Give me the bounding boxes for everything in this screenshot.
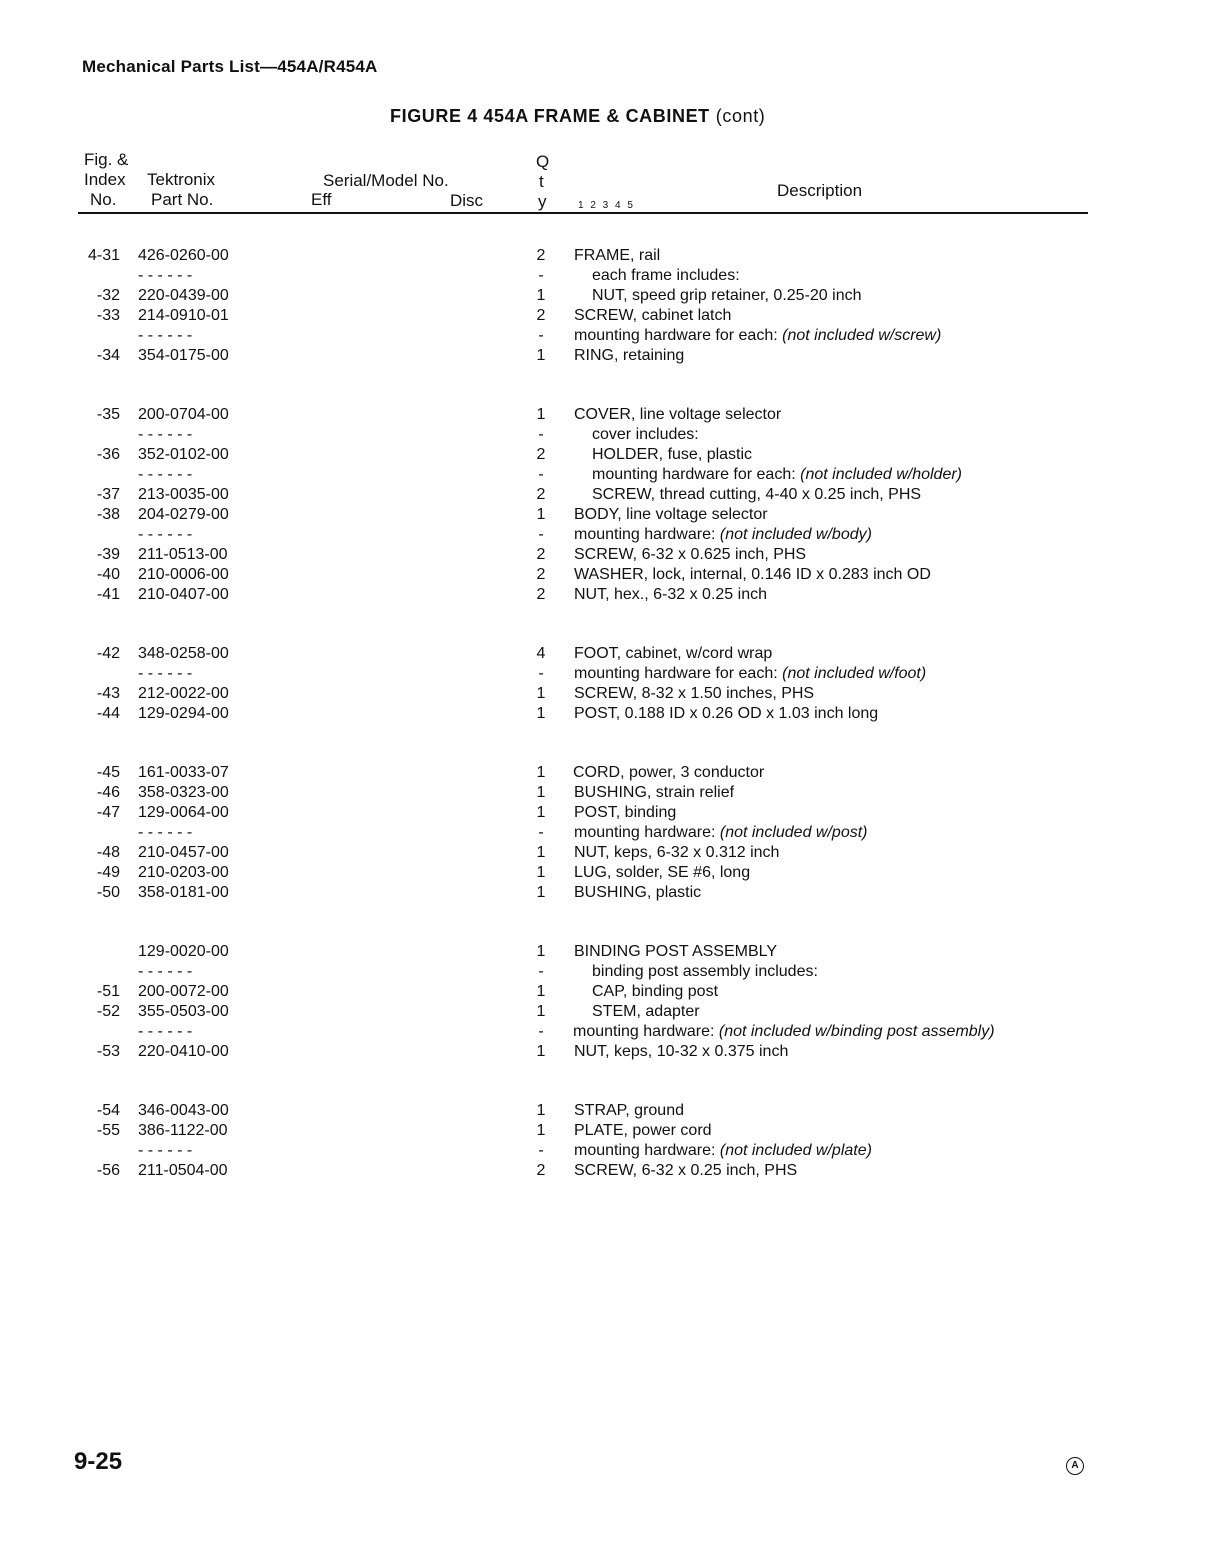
fig-index-cell: -44 <box>96 705 120 722</box>
fig-index-cell: -54 <box>96 1102 120 1119</box>
quantity-cell: 1 <box>536 884 546 901</box>
table-row <box>0 505 1220 525</box>
part-number-cell: - - - - - - <box>138 327 193 344</box>
quantity-cell: 1 <box>536 864 546 881</box>
header-fig: Fig. & <box>84 150 129 169</box>
figure-title <box>390 106 765 127</box>
quantity-cell: - <box>538 665 544 682</box>
fig-index-cell: -32 <box>96 287 120 304</box>
description-cell <box>574 585 767 605</box>
fig-index-cell: -38 <box>96 506 120 523</box>
quantity-cell: 2 <box>536 546 546 563</box>
description-text: BUSHING, plastic <box>574 884 702 901</box>
description-cell <box>574 246 660 266</box>
fig-index-cell: -48 <box>96 844 120 861</box>
part-number-cell: 211-0504-00 <box>138 1162 228 1179</box>
fig-index-cell: -33 <box>96 307 120 324</box>
table-row <box>0 644 1220 664</box>
description-text: mounting hardware for each: <box>574 665 783 682</box>
description-cell <box>574 505 768 525</box>
quantity-cell: - <box>538 466 544 483</box>
description-cell <box>592 465 962 485</box>
revision-mark: A <box>1066 1457 1084 1475</box>
description-text: binding post assembly includes: <box>592 963 818 980</box>
header-description: Description <box>777 181 863 200</box>
fig-index-cell: -35 <box>96 406 120 423</box>
figure-title-text: FIGURE 4 454A FRAME & CABINET <box>390 106 710 126</box>
quantity-cell: 1 <box>536 804 546 821</box>
description-cell <box>574 783 734 803</box>
table-row <box>0 1042 1220 1062</box>
table-row <box>0 823 1220 843</box>
part-number-cell: - - - - - - <box>138 665 193 682</box>
description-cell <box>574 346 684 366</box>
header-qty-q: Q <box>536 152 550 171</box>
quantity-cell: 2 <box>536 1162 546 1179</box>
part-number-cell: 220-0410-00 <box>138 1043 229 1060</box>
quantity-cell: 1 <box>536 406 546 423</box>
description-text: BUSHING, strain relief <box>574 784 735 801</box>
description-text: CAP, binding post <box>592 983 719 1000</box>
quantity-cell: 2 <box>536 307 546 324</box>
part-number-cell: 129-0064-00 <box>138 804 229 821</box>
fig-index-cell: -55 <box>96 1122 120 1139</box>
part-number-cell: 200-0072-00 <box>138 983 229 1000</box>
description-text: FOOT, cabinet, w/cord wrap <box>574 645 773 662</box>
part-number-cell: 358-0181-00 <box>138 884 229 901</box>
table-row <box>0 246 1220 266</box>
table-row <box>0 883 1220 903</box>
part-number-cell: 346-0043-00 <box>138 1102 229 1119</box>
part-number-cell: 213-0035-00 <box>138 486 229 503</box>
description-text: RING, retaining <box>574 347 685 364</box>
part-number-cell: 354-0175-00 <box>138 347 229 364</box>
part-number-cell: - - - - - - <box>138 426 193 443</box>
part-number-cell: - - - - - - <box>138 963 193 980</box>
description-note: (not included w/post) <box>719 824 868 841</box>
description-cell <box>592 266 740 286</box>
fig-index-cell: -43 <box>96 685 120 702</box>
part-number-cell: - - - - - - <box>138 824 193 841</box>
description-cell <box>574 823 868 843</box>
description-note: (not included w/foot) <box>782 665 927 682</box>
header-no: No. <box>90 190 117 209</box>
description-text: SCREW, 6-32 x 0.25 inch, PHS <box>574 1162 798 1179</box>
table-row <box>0 684 1220 704</box>
header-indent-digits: 1 2 3 4 5 <box>578 200 635 211</box>
table-row <box>0 664 1220 684</box>
description-text: LUG, solder, SE #6, long <box>574 864 751 881</box>
fig-index-cell: -42 <box>96 645 120 662</box>
description-cell <box>574 1161 797 1181</box>
part-number-cell: - - - - - - <box>138 466 193 483</box>
table-row <box>0 942 1220 962</box>
table-row <box>0 1002 1220 1022</box>
description-cell <box>592 485 921 505</box>
header-serial-model: Serial/Model No. <box>323 171 449 190</box>
description-cell <box>574 565 931 585</box>
description-text: SCREW, 6-32 x 0.625 inch, PHS <box>574 546 807 563</box>
quantity-cell: 1 <box>536 705 546 722</box>
description-text: HOLDER, fuse, plastic <box>592 446 753 463</box>
description-text: SCREW, cabinet latch <box>574 307 732 324</box>
description-cell <box>574 664 926 684</box>
fig-index-cell: -39 <box>96 546 120 563</box>
table-row <box>0 962 1220 982</box>
description-text: STRAP, ground <box>574 1102 684 1119</box>
quantity-cell: 2 <box>536 566 546 583</box>
table-row <box>0 286 1220 306</box>
quantity-cell: 1 <box>536 1122 546 1139</box>
description-text: STEM, adapter <box>592 1003 700 1020</box>
table-row <box>0 346 1220 366</box>
description-text: mounting hardware: <box>573 1023 719 1040</box>
quantity-cell: - <box>538 1142 544 1159</box>
description-cell <box>592 425 699 445</box>
figure-title-cont: (cont) <box>715 106 766 126</box>
part-number-cell: - - - - - - <box>138 1142 193 1159</box>
description-cell <box>574 684 814 704</box>
part-number-cell: 129-0020-00 <box>138 943 229 960</box>
description-cell <box>574 1101 684 1121</box>
description-text: mounting hardware: <box>574 824 720 841</box>
header-tektronix: Tektronix <box>147 170 216 189</box>
part-number-cell: 220-0439-00 <box>138 287 229 304</box>
description-cell <box>574 525 872 545</box>
table-row <box>0 1022 1220 1042</box>
header-index: Index <box>84 170 126 189</box>
quantity-cell: 1 <box>536 983 546 1000</box>
header-part-no: Part No. <box>151 190 214 209</box>
description-cell <box>574 326 941 346</box>
description-text: mounting hardware for each: <box>592 466 801 483</box>
description-text: NUT, keps, 6-32 x 0.312 inch <box>574 844 780 861</box>
quantity-cell: - <box>538 824 544 841</box>
part-number-cell: - - - - - - <box>138 267 193 284</box>
description-text: SCREW, thread cutting, 4-40 x 0.25 inch, PHS <box>592 486 922 503</box>
part-number-cell: 386-1122-00 <box>138 1122 228 1139</box>
table-row <box>0 445 1220 465</box>
fig-index-cell: 4-31 <box>87 247 120 264</box>
part-number-cell: 348-0258-00 <box>138 645 229 662</box>
quantity-cell: 1 <box>536 1003 546 1020</box>
part-number-cell: 200-0704-00 <box>138 406 229 423</box>
description-cell <box>574 883 701 903</box>
description-note: (not included w/plate) <box>719 1142 872 1159</box>
table-row <box>0 863 1220 883</box>
part-number-cell: 210-0006-00 <box>138 566 229 583</box>
part-number-cell: 211-0513-00 <box>138 546 228 563</box>
description-text: NUT, hex., 6-32 x 0.25 inch <box>574 586 767 603</box>
description-text: NUT, speed grip retainer, 0.25-20 inch <box>592 287 862 304</box>
table-row <box>0 783 1220 803</box>
table-row <box>0 1121 1220 1141</box>
part-number-cell: 212-0022-00 <box>138 685 229 702</box>
table-row <box>0 1141 1220 1161</box>
fig-index-cell: -45 <box>96 764 120 781</box>
quantity-cell: 2 <box>536 586 546 603</box>
table-row <box>0 465 1220 485</box>
quantity-cell: 1 <box>536 1043 546 1060</box>
fig-index-cell: -37 <box>96 486 120 503</box>
fig-index-cell: -47 <box>96 804 120 821</box>
description-text: PLATE, power cord <box>574 1122 712 1139</box>
description-cell <box>592 982 718 1002</box>
description-cell <box>574 405 781 425</box>
part-number-cell: 426-0260-00 <box>138 247 229 264</box>
quantity-cell: 2 <box>536 486 546 503</box>
fig-index-cell: -36 <box>96 446 120 463</box>
fig-index-cell: -49 <box>96 864 120 881</box>
description-text: mounting hardware: <box>574 1142 720 1159</box>
running-head: Mechanical Parts List—454A/R454A <box>82 57 378 76</box>
quantity-cell: 1 <box>536 844 546 861</box>
description-cell <box>574 704 878 724</box>
fig-index-cell: -40 <box>96 566 120 583</box>
table-row <box>0 405 1220 425</box>
part-number-cell: 352-0102-00 <box>138 446 229 463</box>
quantity-cell: 1 <box>536 506 546 523</box>
quantity-cell: - <box>538 963 544 980</box>
table-row <box>0 326 1220 346</box>
part-number-cell: 358-0323-00 <box>138 784 229 801</box>
description-cell <box>574 803 676 823</box>
description-cell <box>573 763 764 783</box>
header-qty-y: y <box>538 192 547 211</box>
description-cell <box>592 445 752 465</box>
table-row <box>0 1161 1220 1181</box>
description-text: SCREW, 8-32 x 1.50 inches, PHS <box>574 685 815 702</box>
table-row <box>0 306 1220 326</box>
quantity-cell: 1 <box>536 784 546 801</box>
description-cell <box>592 962 818 982</box>
header-disc: Disc <box>450 191 484 210</box>
description-note: (not included w/binding post assembly) <box>718 1023 995 1040</box>
description-cell <box>574 306 731 326</box>
fig-index-cell: -52 <box>96 1003 120 1020</box>
description-note: (not included w/screw) <box>782 327 942 344</box>
description-cell <box>574 545 806 565</box>
part-number-cell: - - - - - - <box>138 1023 193 1040</box>
part-number-cell: - - - - - - <box>138 526 193 543</box>
part-number-cell: 214-0910-01 <box>138 307 229 324</box>
fig-index-cell: -53 <box>96 1043 120 1060</box>
description-text: cover includes: <box>592 426 699 443</box>
description-text: BINDING POST ASSEMBLY <box>574 943 778 960</box>
description-cell <box>592 1002 700 1022</box>
description-note: (not included w/body) <box>719 526 872 543</box>
description-cell <box>574 644 772 664</box>
page-number: 9-25 <box>74 1448 123 1475</box>
header-eff: Eff <box>311 190 332 209</box>
part-number-cell: 161-0033-07 <box>138 764 229 781</box>
description-cell <box>574 942 777 962</box>
part-number-cell: 129-0294-00 <box>138 705 229 722</box>
table-row <box>0 1101 1220 1121</box>
header-rule <box>78 212 1088 214</box>
description-text: FRAME, rail <box>574 247 661 264</box>
description-cell <box>574 1121 712 1141</box>
table-row <box>0 843 1220 863</box>
description-text: WASHER, lock, internal, 0.146 ID x 0.283 inch OD <box>574 566 931 583</box>
part-number-cell: 355-0503-00 <box>138 1003 229 1020</box>
fig-index-cell: -46 <box>96 784 120 801</box>
quantity-cell: - <box>538 267 544 284</box>
description-text: NUT, keps, 10-32 x 0.375 inch <box>574 1043 789 1060</box>
quantity-cell: 1 <box>536 685 546 702</box>
quantity-cell: - <box>538 526 544 543</box>
description-text: POST, binding <box>574 804 677 821</box>
description-text: mounting hardware: <box>574 526 720 543</box>
table-row <box>0 266 1220 286</box>
description-text: CORD, power, 3 conductor <box>573 764 765 781</box>
quantity-cell: 1 <box>536 287 546 304</box>
table-row <box>0 803 1220 823</box>
table-row <box>0 425 1220 445</box>
description-text: each frame includes: <box>592 267 740 284</box>
quantity-cell: 2 <box>536 446 546 463</box>
description-text: BODY, line voltage selector <box>574 506 768 523</box>
fig-index-cell: -56 <box>96 1162 120 1179</box>
quantity-cell: 1 <box>536 764 546 781</box>
quantity-cell: 2 <box>536 247 546 264</box>
description-cell <box>574 1042 788 1062</box>
fig-index-cell: -50 <box>96 884 120 901</box>
table-row <box>0 704 1220 724</box>
fig-index-cell: -34 <box>96 347 120 364</box>
fig-index-cell: -51 <box>96 983 120 1000</box>
description-cell <box>574 1141 872 1161</box>
table-row <box>0 763 1220 783</box>
quantity-cell: 1 <box>536 943 546 960</box>
quantity-cell: 4 <box>536 645 546 662</box>
quantity-cell: - <box>538 327 544 344</box>
part-number-cell: 204-0279-00 <box>138 506 229 523</box>
fig-index-cell: -41 <box>96 586 120 603</box>
table-row <box>0 545 1220 565</box>
description-note: (not included w/holder) <box>800 466 962 483</box>
description-text: POST, 0.188 ID x 0.26 OD x 1.03 inch long <box>574 705 879 722</box>
quantity-cell: - <box>538 426 544 443</box>
description-cell <box>592 286 861 306</box>
table-row <box>0 982 1220 1002</box>
description-cell <box>573 1022 995 1042</box>
quantity-cell: 1 <box>536 347 546 364</box>
table-row <box>0 565 1220 585</box>
description-cell <box>574 843 779 863</box>
table-row <box>0 485 1220 505</box>
table-row <box>0 585 1220 605</box>
part-number-cell: 210-0457-00 <box>138 844 229 861</box>
table-row <box>0 525 1220 545</box>
quantity-cell: - <box>538 1023 544 1040</box>
description-cell <box>574 863 750 883</box>
header-qty-t: t <box>539 172 544 191</box>
quantity-cell: 1 <box>536 1102 546 1119</box>
part-number-cell: 210-0203-00 <box>138 864 229 881</box>
description-text: mounting hardware for each: <box>574 327 783 344</box>
part-number-cell: 210-0407-00 <box>138 586 229 603</box>
description-text: COVER, line voltage selector <box>574 406 782 423</box>
